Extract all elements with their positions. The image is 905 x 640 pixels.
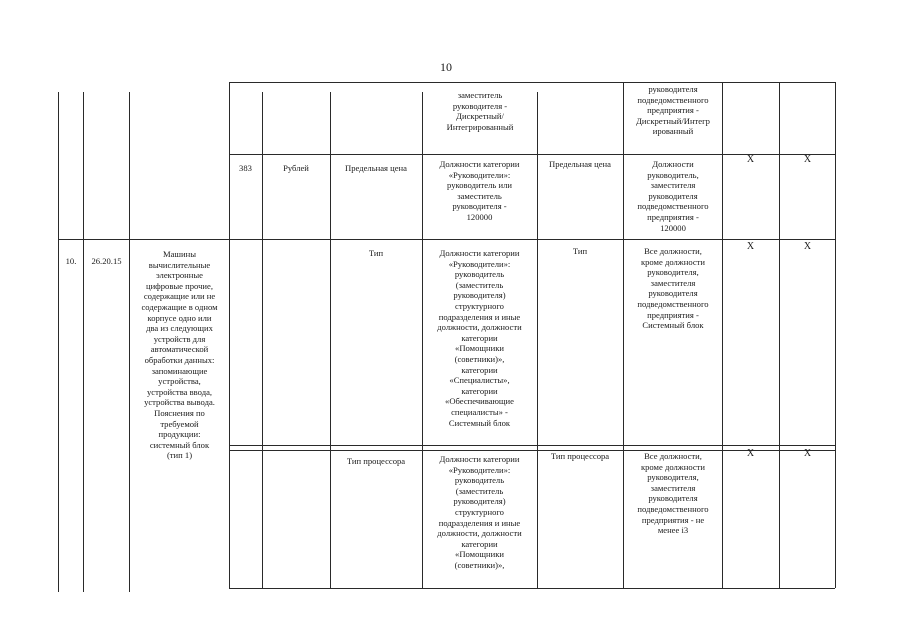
- characteristic-cell-2: Тип: [572, 246, 588, 256]
- value-cell-top-col6: заместитель руководителя - Дискретный/ Интегрированный: [446, 90, 514, 132]
- value-cell-2: Все должности, кроме должности руководителя, заместителя руководителя подведомственного предприятия - не менее i3: [637, 451, 709, 536]
- product-name-cell: Машины вычислительные электронные цифровые прочие, содержащие или не содержащие в одном корпусе одно или два из следующих устройств для автоматической обработки данных: запоминающие устройства, устройства ввода, устройства вывода. Пояснения по требуемой продукции: системный блок (тип 1): [141, 249, 218, 461]
- characteristic-cell: Предельная цена: [345, 163, 407, 173]
- x-mark: X: [746, 154, 755, 165]
- value-cell-top-col8: руководителя подведомственного предприятия - Дискретный/Интегр ированный: [636, 84, 710, 137]
- x-mark: X: [803, 154, 812, 165]
- characteristic-cell: Тип: [368, 248, 384, 258]
- x-mark: X: [803, 448, 812, 459]
- okpd-code-cell: 26.20.15: [91, 256, 122, 266]
- characteristic-cell: Тип процессора: [346, 456, 406, 466]
- characteristic-cell-2: Предельная цена: [549, 159, 611, 169]
- x-mark: X: [746, 448, 755, 459]
- value-cell: Должности категории «Руководители»: руководитель или заместитель руководителя - 120000: [439, 159, 520, 222]
- x-mark: X: [746, 241, 755, 252]
- value-cell-2: Должности руководитель, заместителя руководителя подведомственного предприятия - 120000: [637, 159, 709, 233]
- page-number: 10: [440, 60, 452, 74]
- value-cell-2: Все должности, кроме должности руководителя, заместителя руководителя подведомственного предприятия - Системный блок: [637, 246, 709, 331]
- x-mark: X: [803, 241, 812, 252]
- value-cell: Должности категории «Руководители»: руководитель (заместитель руководителя) структурного подразделения и иные должности, должности категории «Помощники (советники)»,: [437, 454, 522, 570]
- characteristic-cell-2: Тип процессора: [550, 451, 610, 461]
- code-cell: 383: [239, 163, 252, 173]
- row-number-cell: 10.: [65, 256, 77, 266]
- value-cell: Должности категории «Руководители»: руководитель (заместитель руководителя) структурного подразделения и иные должности, должности категории «Помощники (советники)», категории «Специалисты», категории «Обеспечивающие специалисты» - Системный блок: [437, 248, 522, 428]
- unit-cell: Рублей: [283, 163, 309, 173]
